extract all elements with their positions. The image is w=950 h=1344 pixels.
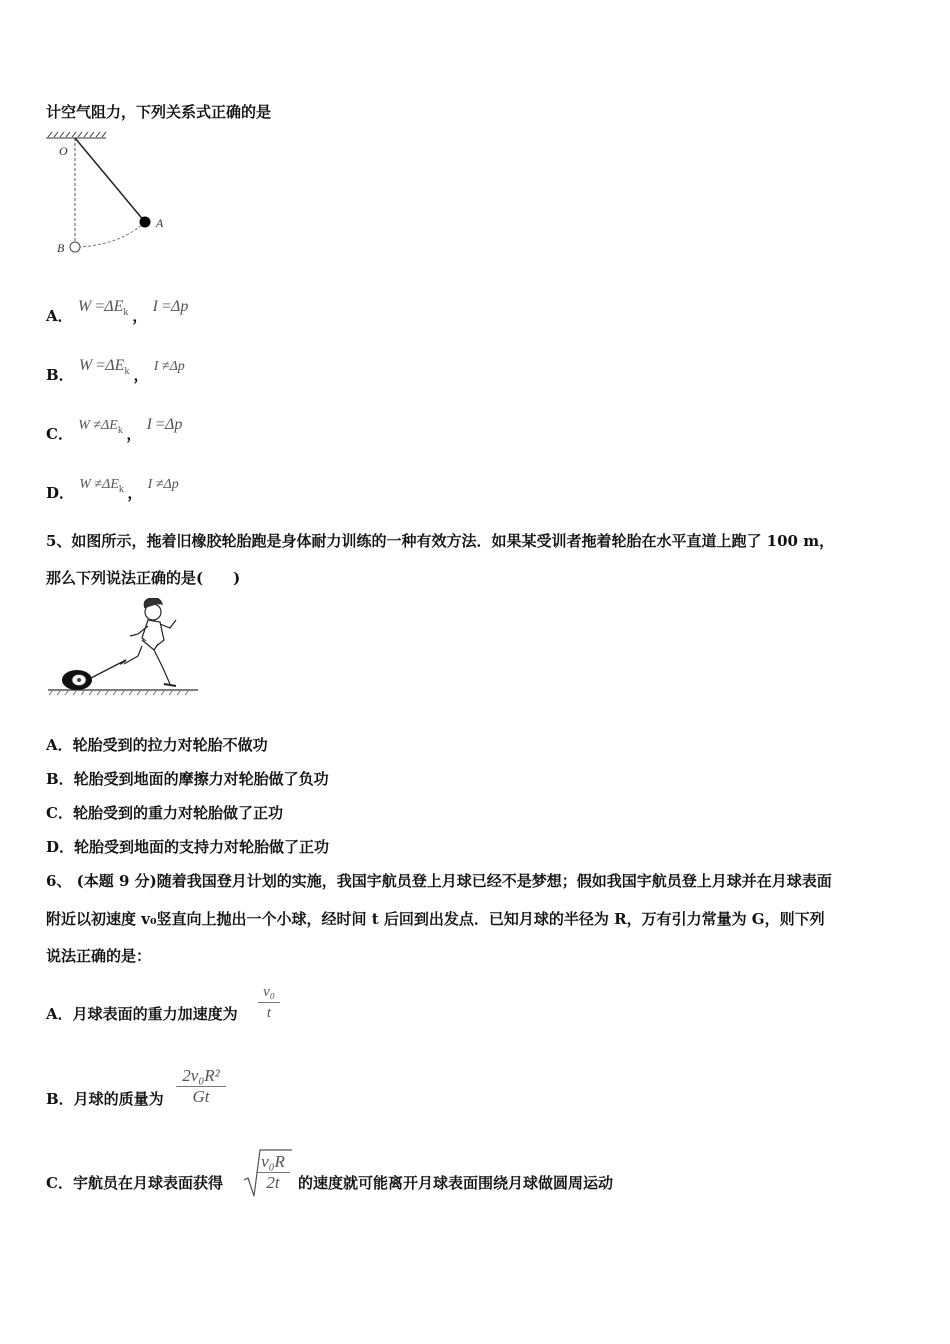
rope	[91, 662, 122, 678]
q6-option-c-tail: 的速度就可能离开月球表面围绕月球做圆周运动	[298, 1174, 614, 1192]
q5-option-c[interactable]: C．轮胎受到的重力对轮胎做了正功	[46, 804, 283, 822]
label-b: B	[57, 241, 65, 255]
q5-option-b[interactable]: B．轮胎受到地面的摩擦力对轮胎做了负功	[46, 770, 329, 788]
option-letter: C．	[46, 425, 73, 443]
fraction-denominator: t	[266, 1005, 272, 1021]
ground-hatch	[49, 691, 188, 695]
q4-option-d[interactable]: D． $W \ne\Delta E_k$ ， I ≠Δp	[46, 477, 179, 502]
option-c-text: C．宇航员在月球表面获得	[46, 1174, 223, 1192]
ball-b	[70, 242, 80, 252]
fraction-numerator: v₀R	[261, 1152, 285, 1171]
option-letter: A．	[46, 307, 73, 325]
q5-stem-line2: 那么下列说法正确的是( )	[46, 569, 241, 587]
q5-option-d[interactable]: D．轮胎受到地面的支持力对轮胎做了正功	[46, 838, 330, 856]
runner-tire-figure	[46, 598, 202, 700]
option-letter: B．	[46, 366, 74, 384]
q6-option-b-fraction	[176, 1066, 226, 1107]
q4-option-b[interactable]: B． $W =\Delta E_k$ ， I ≠Δp	[46, 357, 185, 384]
q5-stem-line1: 5、如图所示，拖着旧橡胶轮胎跑是身体耐力训练的一种有效方法．如果某受训者拖着轮胎在水平直道上跑了 100 m，	[46, 532, 835, 550]
fraction-denominator: 2t	[266, 1173, 280, 1192]
q6-option-c[interactable]	[46, 1173, 223, 1193]
q6-option-a[interactable]: A．月球表面的重力加速度为	[46, 1005, 238, 1023]
q6-option-c-fraction	[256, 1152, 290, 1193]
option-letter: D．	[46, 484, 75, 502]
fraction-denominator: Gt	[192, 1087, 210, 1106]
q6-stem-line3: 说法正确的是：	[46, 947, 152, 965]
q5-option-a[interactable]: A．轮胎受到的拉力对轮胎不做功	[46, 736, 268, 754]
ball-a	[140, 217, 151, 228]
runner	[120, 598, 176, 686]
fraction-numerator: 2v₀R²	[182, 1066, 220, 1085]
q6-stem-line1: 6、 (本题 9 分)随着我国登月计划的实施，我国宇航员登上月球已经不是梦想；假如我国宇航员登上月球并在月球表面	[46, 872, 832, 890]
pendulum-string	[75, 138, 145, 222]
label-a: A	[156, 216, 164, 230]
q6-option-b[interactable]: B．月球的质量为	[46, 1090, 164, 1108]
pendulum-figure	[44, 128, 174, 260]
q6-stem-line2: 附近以初速度 v₀竖直向上抛出一个小球，经时间 t 后回到出发点．已知月球的半径为 R，万有引力常量为 G，则下列	[46, 910, 825, 928]
tire	[62, 670, 92, 690]
fraction-numerator: v₀	[263, 984, 275, 1000]
ceiling-hatch	[46, 132, 106, 138]
label-o: O	[59, 144, 68, 158]
swing-arc	[80, 222, 145, 247]
q4-option-a[interactable]: A． $W =\Delta E_k$ ， I =Δp	[46, 298, 189, 325]
q4-option-c[interactable]: C． $W \ne\Delta E_k$ ， I =Δp	[46, 416, 183, 443]
q4-stem: 计空气阻力，下列关系式正确的是	[46, 103, 272, 121]
q6-option-a-fraction	[258, 982, 280, 1023]
